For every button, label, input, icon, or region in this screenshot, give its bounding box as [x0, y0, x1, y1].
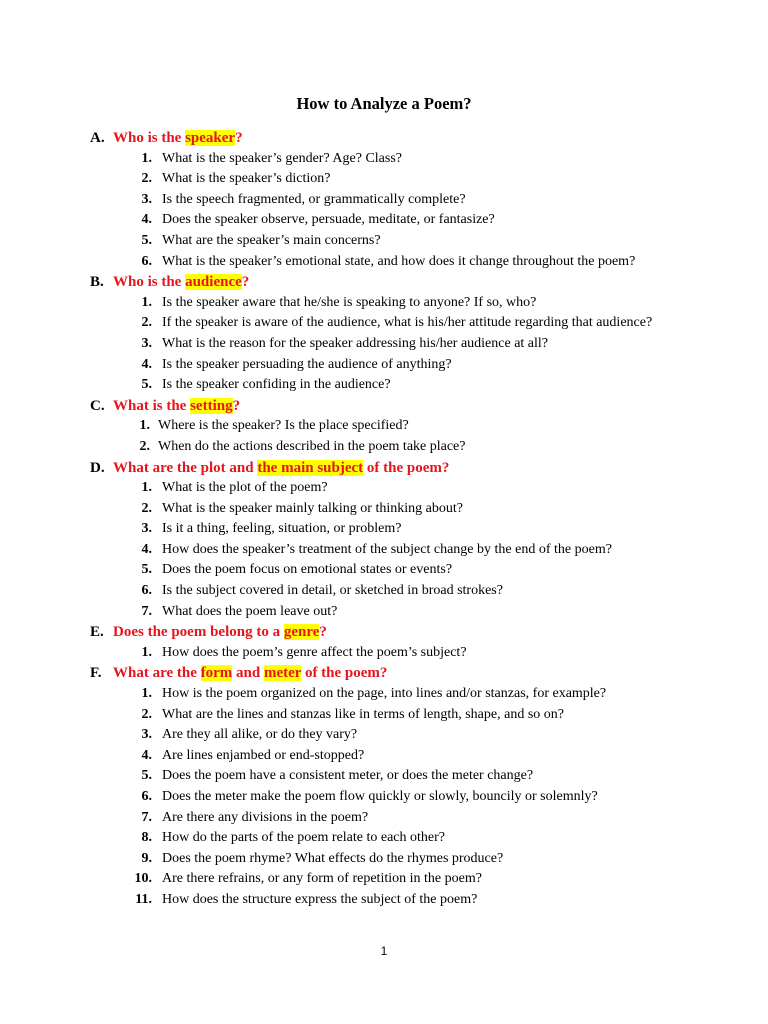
section-question-text: Who is the [113, 274, 186, 291]
list-item [0, 560, 768, 581]
list-item [0, 787, 768, 808]
list-item-text: How is the poem organized on the page, into lines and/or stanzas, for example? [162, 686, 607, 702]
list-item [0, 210, 768, 231]
list-item-number: 1. [141, 480, 152, 496]
list-item [0, 705, 768, 726]
list-item-text: Does the poem have a consistent meter, or does the meter change? [162, 768, 534, 784]
list-item-number: 2. [141, 706, 152, 722]
section-question-text: of the poem? [363, 459, 450, 476]
list-item [0, 643, 768, 664]
list-item-number: 3. [141, 521, 152, 537]
list-item-text: How does the structure express the subject of the poem? [162, 891, 478, 907]
page-number: 1 [380, 944, 388, 958]
highlighted-keyword: speaker [185, 130, 236, 146]
list-item-number: 4. [141, 747, 152, 763]
list-item-text: Where is the speaker? Is the place specified? [158, 418, 409, 434]
list-item-number: 3. [141, 191, 152, 207]
section-question-text: Does the poem belong to a [113, 624, 284, 641]
list-item-number: 5. [141, 562, 152, 578]
list-item-text: Are lines enjambed or end-stopped? [162, 747, 365, 763]
list-item [0, 890, 768, 911]
list-item-number: 2. [141, 171, 152, 187]
list-item-text: Are there any divisions in the poem? [162, 809, 369, 825]
list-item-text: Does the poem focus on emotional states or events? [162, 562, 453, 578]
list-item-number: 5. [141, 377, 152, 393]
list-item-text: Does the poem rhyme? What effects do the rhymes produce? [162, 850, 504, 866]
section-question [113, 272, 249, 293]
list-item [0, 540, 768, 561]
section-heading [0, 622, 768, 643]
list-item-text: Are there refrains, or any form of repetition in the poem? [162, 871, 482, 887]
list-item-number: 2. [141, 500, 152, 516]
section-question-text: ? [235, 130, 243, 146]
section-question-text: ? [241, 274, 250, 291]
list-item-text: Is the speech fragmented, or grammatically complete? [162, 191, 466, 207]
list-item-number: 3. [141, 335, 152, 351]
page-title: How to Analyze a Poem? [296, 94, 472, 113]
list-item [0, 808, 768, 829]
section-letter: A. [90, 130, 105, 146]
highlighted-keyword: setting [190, 397, 233, 414]
list-item-number: 1. [141, 686, 152, 702]
list-item-text: Is the speaker aware that he/she is speaking to anyone? If so, who? [162, 294, 537, 310]
list-item-number: 2. [141, 315, 152, 331]
list-item-text: Does the meter make the poem flow quickly or slowly, bouncily or solemnly? [162, 789, 598, 804]
list-item-number: 11. [135, 891, 152, 907]
list-item [0, 293, 768, 314]
list-item [0, 334, 768, 355]
list-item [0, 231, 768, 252]
list-item-text: How do the parts of the poem relate to each other? [162, 830, 446, 846]
highlighted-keyword: audience [185, 274, 242, 291]
list-item-text: When do the actions described in the poem take place? [158, 438, 466, 454]
section-question-text: ? [232, 397, 241, 414]
section-letter: E. [90, 624, 104, 641]
list-item-text: Is the subject covered in detail, or sketched in broad strokes? [162, 583, 503, 599]
section-question [113, 128, 243, 149]
list-item-text: What are the lines and stanzas like in terms of length, shape, and so on? [162, 706, 564, 722]
section-letter: C. [90, 397, 105, 414]
list-item-number: 5. [141, 232, 152, 248]
list-item [0, 190, 768, 211]
list-item [0, 169, 768, 190]
list-item-number: 2. [139, 438, 150, 454]
list-item [0, 478, 768, 499]
section-heading [0, 458, 768, 479]
section-question-text: What are the [113, 665, 201, 682]
list-item-text: What is the plot of the poem? [162, 480, 328, 496]
list-item-text: How does the speaker’s treatment of the subject change by the end of the poem? [162, 541, 612, 557]
list-item [0, 602, 768, 623]
section-letter: F. [90, 665, 102, 682]
list-item-number: 7. [141, 809, 152, 825]
list-item-number: 8. [141, 830, 152, 846]
list-item-number: 3. [141, 727, 152, 743]
list-item [0, 849, 768, 870]
list-item-number: 9. [141, 850, 152, 866]
list-item-text: If the speaker is aware of the audience, what is his/her attitude regarding that audience? [162, 315, 653, 331]
question-list [0, 128, 768, 911]
list-item [0, 499, 768, 520]
section-question-text: and [232, 665, 264, 682]
section-question [113, 458, 449, 479]
list-item [0, 746, 768, 767]
highlighted-keyword: the main subject [257, 459, 364, 476]
list-item [0, 252, 768, 273]
highlighted-keyword: genre [283, 624, 320, 641]
section-letter: B. [90, 274, 104, 291]
list-item-number: 4. [141, 212, 152, 228]
list-item-text: How does the poem’s genre affect the poem’s subject? [162, 644, 467, 660]
list-item-number: 6. [141, 583, 152, 599]
list-item [0, 416, 768, 437]
section-question-text: ? [319, 624, 327, 641]
list-item [0, 437, 768, 458]
section-heading [0, 396, 768, 417]
highlighted-keyword: meter [263, 665, 302, 682]
list-item [0, 766, 768, 787]
list-item-text: What is the speaker’s gender? Age? Class? [162, 150, 402, 166]
list-item-text: What is the speaker’s emotional state, and how does it change throughout the poem? [162, 253, 636, 269]
list-item [0, 375, 768, 396]
section-letter: D. [90, 459, 105, 476]
list-item-number: 10. [134, 871, 152, 887]
section-heading [0, 272, 768, 293]
list-item-number: 4. [141, 541, 152, 557]
section-heading [0, 663, 768, 684]
section-question-text: What are the plot and [113, 459, 258, 476]
list-item [0, 355, 768, 376]
highlighted-keyword: form [200, 665, 233, 682]
list-item-number: 1. [141, 150, 152, 166]
list-item [0, 313, 768, 334]
list-item [0, 519, 768, 540]
list-item-text: Is the speaker confiding in the audience? [162, 377, 391, 393]
list-item-text: What is the reason for the speaker addressing his/her audience at all? [162, 335, 549, 351]
list-item [0, 684, 768, 705]
section-question-text: Who is the [113, 130, 186, 146]
list-item-text: What are the speaker’s main concerns? [162, 232, 381, 248]
section-question [113, 663, 387, 684]
list-item-number: 5. [141, 768, 152, 784]
list-item [0, 725, 768, 746]
section-question-text: of the poem? [301, 665, 388, 682]
list-item-number: 6. [141, 789, 152, 804]
section-question-text: What is the [113, 397, 191, 414]
list-item-text: What does the poem leave out? [162, 603, 338, 619]
list-item-text: Is the speaker persuading the audience of anything? [162, 356, 452, 372]
list-item-number: 1. [139, 418, 150, 434]
list-item-text: What is the speaker mainly talking or thinking about? [162, 500, 463, 516]
list-item [0, 149, 768, 170]
list-item [0, 581, 768, 602]
list-item-number: 7. [141, 603, 152, 619]
list-item-number: 1. [141, 294, 152, 310]
list-item [0, 869, 768, 890]
list-item-number: 1. [141, 644, 152, 660]
list-item-text: Does the speaker observe, persuade, meditate, or fantasize? [162, 212, 495, 228]
section-question [113, 396, 240, 417]
list-item [0, 828, 768, 849]
list-item-number: 6. [141, 253, 152, 269]
list-item-text: Is it a thing, feeling, situation, or problem? [162, 521, 402, 537]
section-heading [0, 128, 768, 149]
list-item-number: 4. [141, 356, 152, 372]
list-item-text: What is the speaker’s diction? [162, 171, 331, 187]
list-item-text: Are they all alike, or do they vary? [162, 727, 358, 743]
section-question [113, 622, 327, 643]
